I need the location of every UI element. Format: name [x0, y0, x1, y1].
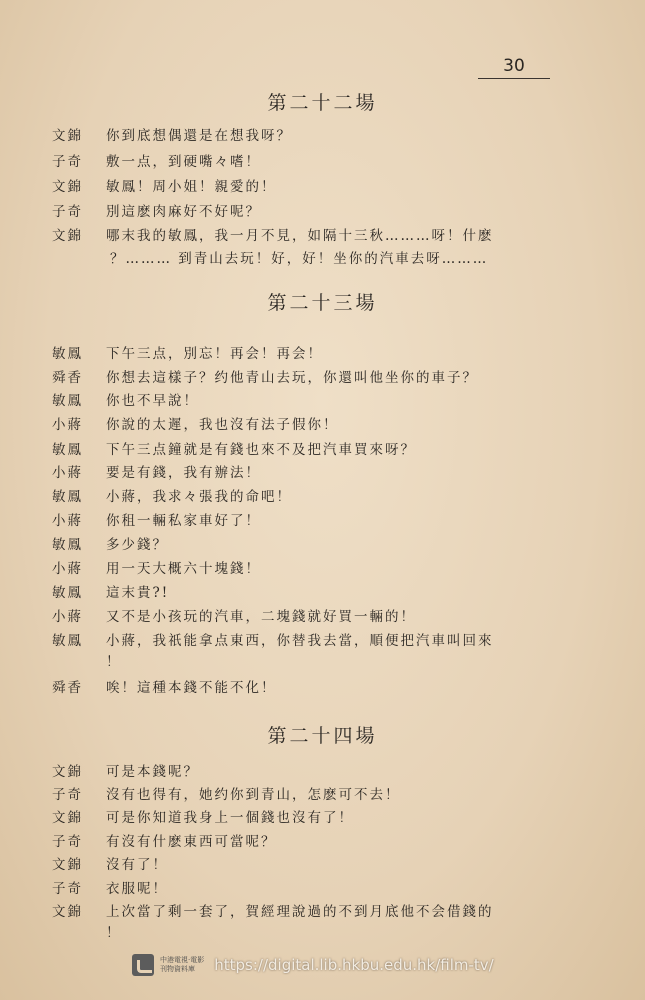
speaker: 子奇 [52, 154, 83, 170]
source-url: https://digital.lib.hkbu.edu.hk/film-tv/ [214, 956, 494, 974]
speaker: 文錦 [52, 904, 83, 920]
dialogue-line [52, 150, 572, 170]
dialogue-text: 上次當了剩一套了，賀經理說過的不到月底他不会借錢的 [106, 904, 494, 920]
logo-text [160, 956, 204, 974]
dialogue-line [52, 124, 572, 144]
dialogue-text: 別這麽肉麻好不好呢？ [106, 204, 261, 220]
dialogue-line [52, 389, 572, 409]
dialogue-line [52, 900, 572, 920]
scene-title-24: 第二十四場 [267, 725, 378, 747]
speaker: 敏鳳 [52, 346, 83, 362]
dialogue-line [52, 806, 572, 826]
speaker: 小蔣 [52, 561, 83, 577]
dialogue-line [52, 175, 572, 195]
speaker: 舜香 [52, 370, 83, 386]
dialogue-text: 要是有錢，我有辦法！ [106, 465, 261, 481]
dialogue-line [52, 366, 572, 386]
dialogue-line [52, 557, 572, 577]
speaker: 敏鳳 [52, 393, 83, 409]
library-logo-icon [132, 954, 154, 976]
speaker: 子奇 [52, 787, 83, 803]
dialogue-text: 下午三点鐘就是有錢也來不及把汽車買來呀？ [106, 442, 416, 458]
dialogue-text: 你說的太遲，我也沒有法子假你！ [106, 417, 339, 433]
dialogue-line [52, 650, 572, 670]
dialogue-text: 多少錢？ [106, 537, 168, 553]
dialogue-text: 下午三点，別忘！再会！再会！ [106, 346, 323, 362]
dialogue-text: ！ [106, 925, 122, 941]
speaker: 敏鳳 [52, 585, 83, 601]
logo-text-line-1: 中港電視·電影 [160, 956, 205, 964]
dialogue-text: 哪末我的敏鳳，我一月不見，如隔十三秋………呀！什麽 [106, 228, 494, 244]
dialogue-line [52, 438, 572, 458]
dialogue-text: 這末貴?! [106, 585, 170, 601]
dialogue-text: 你想去這樣子？约他青山去玩，你還叫他坐你的車子？ [106, 370, 478, 386]
dialogue-line [52, 853, 572, 873]
dialogue-text: 小蔣，我求々張我的命吧！ [106, 489, 292, 505]
speaker: 敏鳳 [52, 442, 83, 458]
dialogue-line [52, 921, 572, 941]
dialogue-line [52, 676, 572, 696]
scene-title-22: 第二十二場 [267, 92, 378, 114]
dialogue-line [52, 342, 572, 362]
dialogue-text: ！ [106, 654, 122, 670]
speaker: 子奇 [52, 204, 83, 220]
speaker: 文錦 [52, 857, 83, 873]
page-number: 30 [478, 56, 550, 79]
dialogue-line [52, 629, 572, 649]
dialogue-text: 你也不早說！ [106, 393, 199, 409]
dialogue-line [52, 830, 572, 850]
dialogue-line [52, 581, 572, 601]
speaker: 敏鳳 [52, 633, 83, 649]
dialogue-text: 有沒有什麽東西可當呢？ [106, 834, 277, 850]
speaker: 子奇 [52, 881, 83, 897]
dialogue-text: 可是你知道我身上一個錢也沒有了！ [106, 810, 354, 826]
dialogue-text: 衣服呢！ [106, 881, 168, 897]
dialogue-line [52, 877, 572, 897]
speaker: 文錦 [52, 764, 83, 780]
speaker: 敏鳳 [52, 489, 83, 505]
dialogue-line [52, 760, 572, 780]
dialogue-line [52, 461, 572, 481]
dialogue-continuation: ？……… 到青山去玩！好，好！坐你的汽車去呀……… [110, 251, 489, 267]
dialogue-text: 唉！這種本錢不能不化！ [106, 680, 277, 696]
dialogue-text: 你租一輛私家車好了！ [106, 513, 261, 529]
speaker: 文錦 [52, 228, 83, 244]
speaker: 文錦 [52, 179, 83, 195]
speaker: 舜香 [52, 680, 83, 696]
speaker: 文錦 [52, 128, 83, 144]
dialogue-line [52, 485, 572, 505]
dialogue-text: 又不是小孩玩的汽車，二塊錢就好買一輛的！ [106, 609, 416, 625]
dialogue-text: 沒有了！ [106, 857, 168, 873]
speaker: 小蔣 [52, 513, 83, 529]
dialogue-line [52, 783, 572, 803]
dialogue-text: 你到底想偶還是在想我呀？ [106, 128, 292, 144]
dialogue-text: 可是本錢呢？ [106, 764, 199, 780]
speaker: 小蔣 [52, 465, 83, 481]
dialogue-text: 敏鳳！周小姐！親愛的！ [106, 179, 277, 195]
dialogue-text: 用一天大概六十塊錢！ [106, 561, 261, 577]
dialogue-line [52, 509, 572, 529]
dialogue-line [52, 200, 572, 220]
speaker: 子奇 [52, 834, 83, 850]
watermark-footer [132, 950, 552, 980]
logo-text-line-2: 刊物資料庫 [160, 965, 195, 973]
speaker: 敏鳳 [52, 537, 83, 553]
dialogue-line [52, 605, 572, 625]
speaker: 文錦 [52, 810, 83, 826]
speaker: 小蔣 [52, 609, 83, 625]
dialogue-text: 敷一点，到硬嘴々嗜！ [106, 154, 261, 170]
dialogue-line [52, 533, 572, 553]
dialogue-line [52, 413, 572, 433]
scene-title-23: 第二十三場 [267, 292, 378, 314]
dialogue-line [52, 224, 572, 244]
speaker: 小蔣 [52, 417, 83, 433]
dialogue-text: 小蔣，我祇能拿点東西，你替我去當，順便把汽車叫回來 [106, 633, 494, 649]
dialogue-text: 沒有也得有，她约你到青山，怎麽可不去！ [106, 787, 401, 803]
